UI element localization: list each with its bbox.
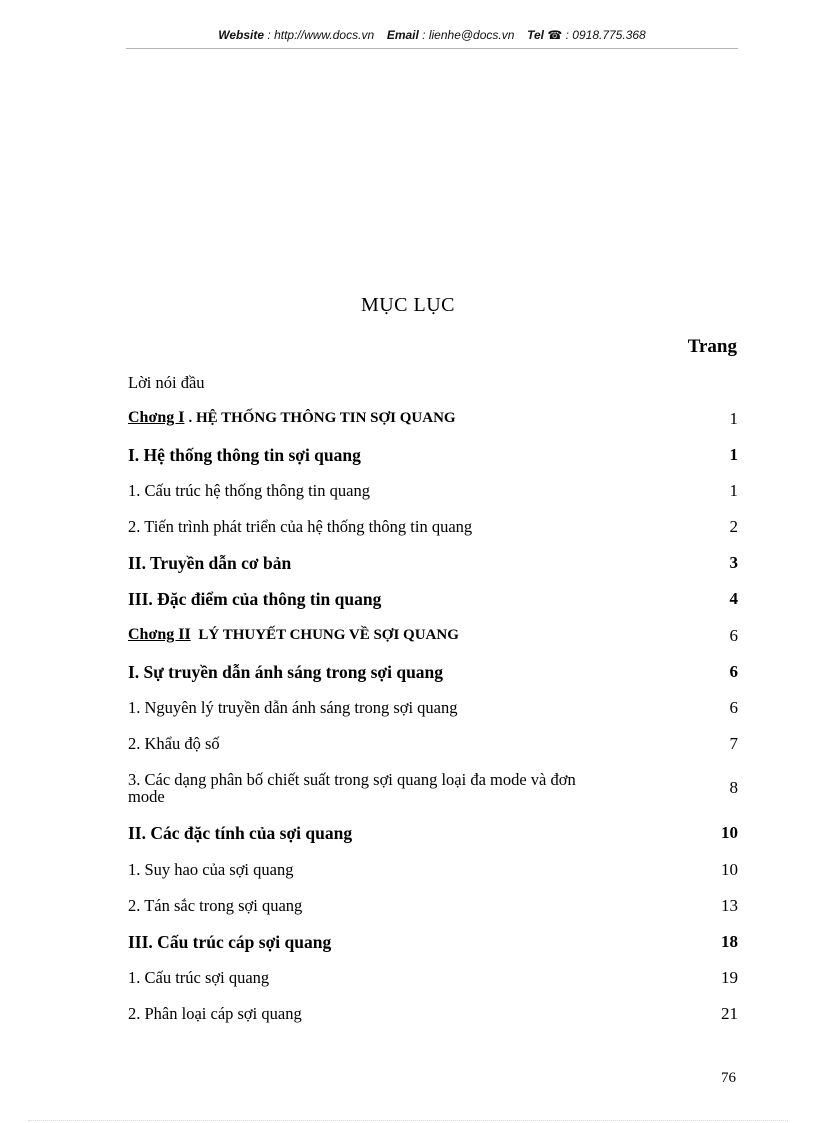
toc-entry: 2. Tán sắc trong sợi quang 13 — [128, 896, 738, 915]
chapter-label: Chơng I — [128, 409, 185, 426]
toc-page: 6 — [729, 626, 738, 645]
toc-page: 10 — [721, 823, 738, 842]
page-number: 76 — [721, 1070, 736, 1086]
toc-page: 18 — [721, 932, 738, 951]
toc-entry: 1. Cấu trúc hệ thống thông tin quang 1 — [128, 481, 738, 500]
chapter-label: Chơng II — [128, 626, 191, 643]
toc-section: II. Các đặc tính của sợi quang 10 — [128, 823, 738, 843]
toc-section: III. Đặc điểm của thông tin quang 4 — [128, 589, 738, 609]
toc-page: 6 — [729, 698, 738, 717]
toc-page: 1 — [729, 481, 738, 500]
website-label: Website — [218, 28, 265, 42]
toc-entry: 1. Nguyên lý truyền dẫn ánh sáng trong sợi quang 6 — [128, 698, 738, 717]
toc-page: 1 — [729, 409, 738, 428]
toc-page: 10 — [721, 860, 738, 879]
toc-page: 4 — [729, 589, 738, 608]
toc-page: 8 — [729, 778, 738, 797]
toc-entry: 3. Các dạng phân bố chiết suất trong sợi quang loại đa mode và đơn mode 8 — [128, 770, 738, 806]
toc-chapter: Chơng I . HỆ THỐNG THÔNG TIN SỢI QUANG 1 — [128, 409, 738, 428]
toc-page: 19 — [721, 968, 738, 987]
email-value: : lienhe@docs.vn — [422, 28, 515, 42]
phone-icon: ☎ — [547, 28, 563, 42]
toc-entry: 2. Phân loại cáp sợi quang 21 — [128, 1004, 738, 1023]
toc-page: 6 — [729, 662, 738, 681]
tel-value: : 0918.775.368 — [565, 28, 646, 42]
page-column-header: Trang — [687, 336, 737, 357]
tel-label: Tel — [527, 28, 544, 42]
toc-page: 13 — [721, 896, 738, 915]
toc-chapter: Chơng II LÝ THUYẾT CHUNG VỀ SỢI QUANG 6 — [128, 626, 738, 645]
toc-section: I. Sự truyền dẫn ánh sáng trong sợi quang 6 — [128, 662, 738, 682]
email-label: Email — [386, 28, 419, 42]
toc-section: I. Hệ thống thông tin sợi quang 1 — [128, 445, 738, 465]
website-value: : http://www.docs.vn — [267, 28, 375, 42]
toc-entry: 1. Cấu trúc sợi quang 19 — [128, 968, 738, 987]
toc-page: 3 — [729, 553, 738, 572]
toc-entry: 2. Khẩu độ số 7 — [128, 734, 738, 753]
toc-page: 2 — [729, 517, 738, 536]
toc-entry: Lời nói đầu — [128, 373, 205, 392]
toc-page: 1 — [729, 445, 738, 464]
page-title: MỤC LỤC — [360, 294, 456, 316]
toc-page: 21 — [721, 1004, 738, 1023]
toc-page: 7 — [729, 734, 738, 753]
footer-divider — [28, 1120, 788, 1121]
toc-entry: 1. Suy hao của sợi quang 10 — [128, 860, 738, 879]
toc-entry: 2. Tiến trình phát triển của hệ thống thông tin quang 2 — [128, 517, 738, 536]
toc-section: II. Truyền dẫn cơ bản 3 — [128, 553, 738, 573]
toc-section: III. Cấu trúc cáp sợi quang 18 — [128, 932, 738, 952]
